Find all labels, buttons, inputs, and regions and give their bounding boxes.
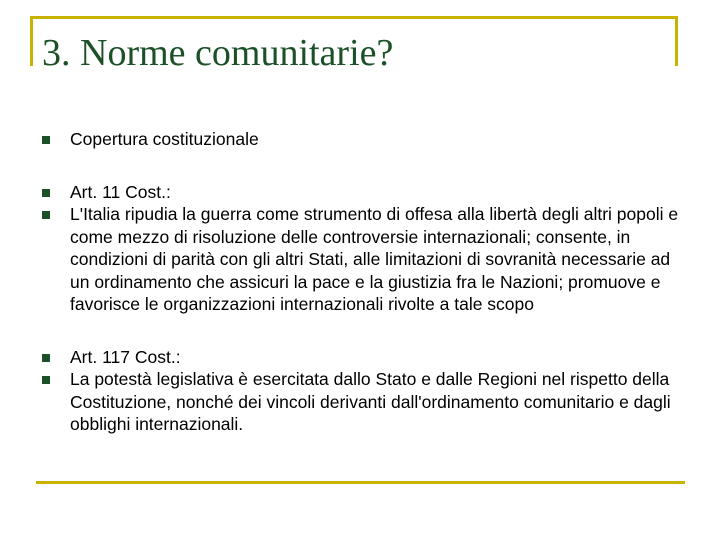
square-bullet-icon [42,354,50,362]
bullet-text: L'Italia ripudia la guerra come strumento di offesa alla libertà degli altri popoli e come mezzo di risoluzione delle controversie internazionali; consente, in condizioni di parità con gli altri Stati, alle limitazioni di sovranità necessarie ad un ordinamento che assicuri la pace e la giustizia fra le Nazioni; promuove e favorisce le organizzazioni internazionali rivolte a tale scopo [70,204,679,314]
title-frame-right-rule [675,16,678,66]
bullet-list [40,128,690,436]
bullet-item-art11-heading [40,181,690,204]
title-frame-left-rule [30,16,33,66]
title-frame-top-rule [30,16,678,19]
bullet-text: La potestà legislativa è esercitata dallo Stato e dalle Regioni nel rispetto della Costituzione, nonché dei vincoli derivanti dall'ordinamento comunitario e dagli obblighi internazionali. [70,369,671,434]
square-bullet-icon [42,189,50,197]
bullet-item-art117-heading [40,346,690,369]
bullet-text: Art. 11 Cost.: [70,181,171,202]
bullet-text: Art. 117 Cost.: [70,346,181,367]
square-bullet-icon [42,136,50,144]
footer-rule [36,481,685,484]
square-bullet-icon [42,376,50,384]
bullet-text: Copertura costituzionale [70,129,259,149]
slide-title: 3. Norme comunitarie? [42,32,394,74]
bullet-item-art11-text [40,203,690,316]
bullet-item-art117-text [40,368,690,436]
square-bullet-icon [42,211,50,219]
bullet-item-copertura [40,128,690,151]
